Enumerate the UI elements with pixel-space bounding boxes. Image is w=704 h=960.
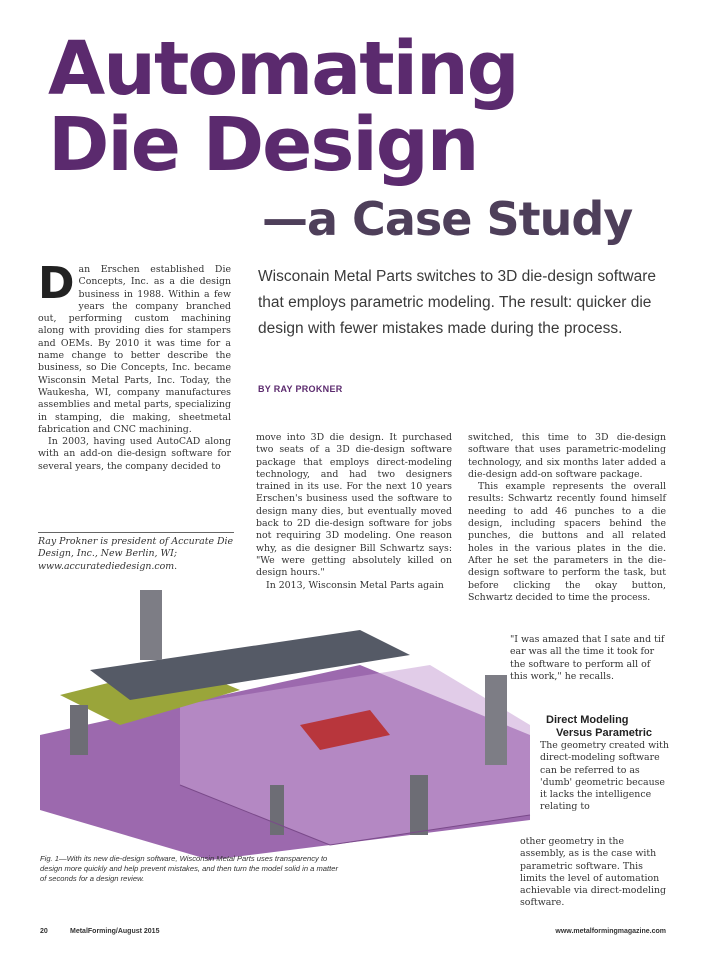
article-title-line-1: Automating — [48, 26, 518, 112]
page-number: 20 — [40, 928, 48, 935]
drop-cap: D — [38, 258, 75, 309]
guide-post-bottom — [270, 785, 284, 835]
column-2-paragraph-1: move into 3D die design. It purchased two seats of a 3D die-design software package that employs direct-modeling technology, and had two designers trained in its use. For the next 10 years Erschen's business used the software to design many dies, but eventually moved back to 2D die-design software for jobs not requiring 3D modeling. One reason why, as die designer Bill Schwartz says: "We were getting absolutely killed on design hours." — [256, 432, 452, 579]
byline: BY RAY PROKNER — [258, 384, 343, 394]
column-3-paragraph-2: This example represents the overall results: Schwartz recently found himself needing to add 46 punches to a die design, including spacers behind the punches, die buttons and all related holes in the various plates in the die. After he set the parameters in the die-design software to perform the task, but before clicking the okay button, Schwartz decided to time the process. — [468, 481, 666, 603]
die-design-figure — [30, 585, 540, 865]
column-1-paragraph-1 — [38, 258, 231, 436]
column-3-paragraph-1: switched, this time to 3D die-design software that uses parametric-modeling technology, and six months later added a die-design add-on software package. — [468, 432, 666, 480]
column-1 — [38, 258, 231, 473]
bio-divider — [38, 532, 234, 533]
column-3-after-paragraph-2: other geometry in the assembly, as is the case with parametric software. This limits the level of automation achievable via direct-modeling software. — [520, 836, 667, 909]
column-1-paragraph-2: In 2003, having used AutoCAD along with an add-on die-design software for several years, the company decided to — [38, 436, 231, 472]
column-3 — [468, 432, 666, 604]
article-title-line-3: —a Case Study — [262, 192, 633, 246]
subhead-line-2: Versus Parametric — [556, 727, 653, 739]
article-deck: Wisconain Metal Parts switches to 3D die-design software that employs parametric modeling. The result: quicker die design with fewer mistakes made during the process. — [258, 268, 656, 337]
figure-caption: Fig. 1—With its new die-design software, Wisconsin Metal Parts uses transparency to design more quickly and help prevent mistakes, and then turn the model solid in a matter of seconds for a design review. — [40, 854, 339, 883]
guide-post-front — [70, 705, 88, 755]
column-2-paragraph-2: In 2013, Wisconsin Metal Parts again — [266, 579, 444, 591]
guide-post-right — [485, 675, 507, 765]
guide-post-left — [140, 590, 162, 660]
column-1-text-1: an Erschen established Die Concepts, Inc. as a die design business in 1988. Within a few years the company branched out, performing custom machining along with providing dies for stampers and OEMs. By 2010 it was time for a name change to better describe the business, so Die Concepts, Inc. became Wisconsin Metal Parts, Inc. Today, the Waukesha, WI, company manufactures assemblies and metal parts, specializing in stamping, die making, sheetmetal fabrication and CNC machining. — [38, 264, 231, 435]
column-3-quote: "I was amazed that I sate and tif ear was all the time it took for the software to perform all of this work," he recalls. — [510, 634, 665, 682]
column-2 — [256, 432, 452, 592]
article-title-line-2: Die Design — [48, 102, 478, 188]
publication-url[interactable]: www.metalformingmagazine.com — [555, 928, 666, 935]
author-bio: Ray Prokner is president of Accurate Die Design, Inc., New Berlin, WI; www.accuratediedesign.com. — [38, 536, 234, 572]
subhead-line-1: Direct Modeling — [546, 714, 629, 726]
guide-post-center — [410, 775, 428, 835]
publication-name: MetalForming/August 2015 — [70, 928, 160, 935]
column-3-after-paragraph-1: The geometry created with direct-modeling software can be referred to as 'dumb' geometric because it lacks the intelligence relating to — [540, 740, 669, 813]
